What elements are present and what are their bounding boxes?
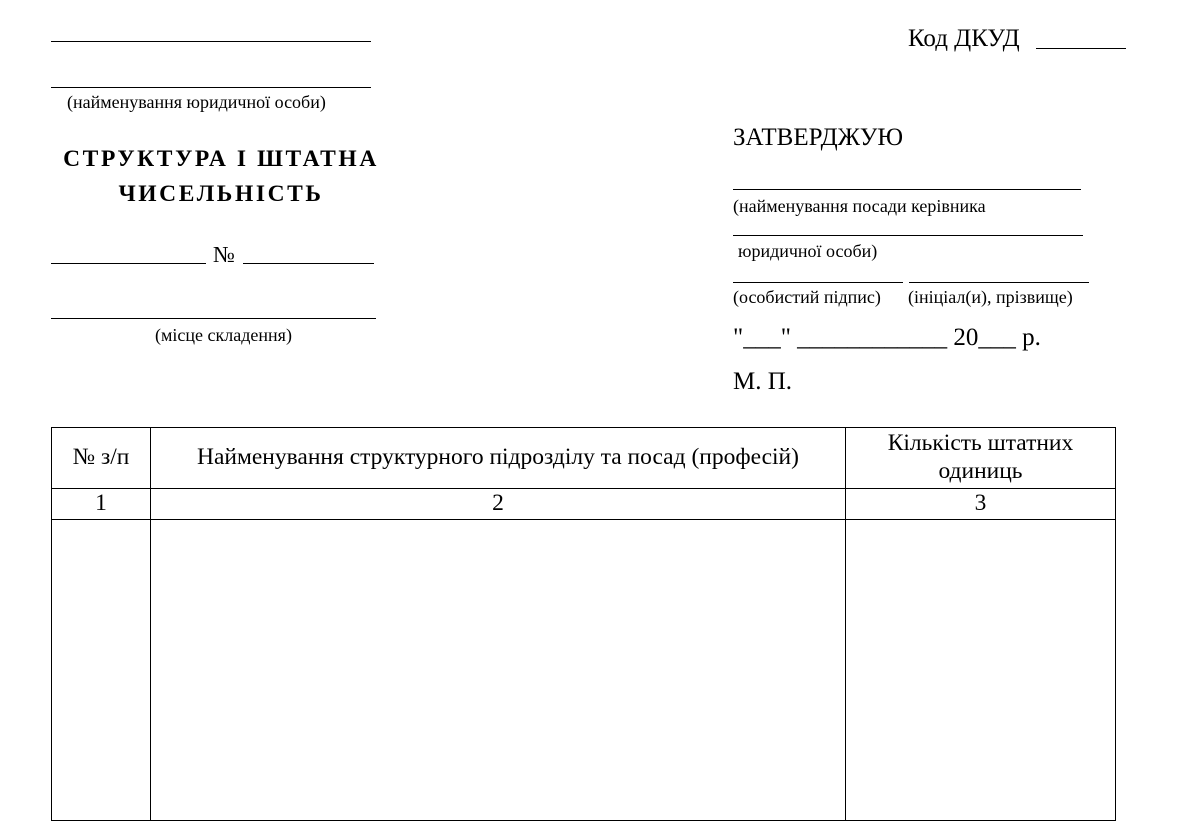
document-title-line-2: ЧИСЕЛЬНІСТЬ xyxy=(118,181,324,207)
column-header-number: № з/п xyxy=(52,428,151,489)
document-title-line-1: СТРУКТУРА І ШТАТНА xyxy=(63,146,379,172)
legal-entity-line-2[interactable] xyxy=(51,87,371,88)
row-number-cell[interactable] xyxy=(52,520,151,821)
name-caption: (ініціал(и), прізвище) xyxy=(908,287,1073,307)
number-sign: № xyxy=(213,242,235,267)
dkud-label: Код ДКУД xyxy=(908,25,1020,52)
table-row xyxy=(52,520,1116,821)
column-number-2: 2 xyxy=(151,489,846,520)
head-position-line-2[interactable] xyxy=(733,235,1083,236)
approval-date: "___" ____________ 20___ р. xyxy=(733,324,1041,351)
column-header-unit-name: Найменування структурного підрозділу та посад (професій) xyxy=(151,428,846,489)
name-line[interactable] xyxy=(909,282,1089,283)
staff-structure-table xyxy=(51,427,1116,821)
seal-placeholder: М. П. xyxy=(733,368,793,395)
table-header-row xyxy=(52,428,1116,489)
head-position-caption: (найменування посади керівника xyxy=(733,196,986,216)
column-number-row xyxy=(52,489,1116,520)
column-header-staff-count: Кількість штатних одиниць xyxy=(846,428,1116,489)
place-line[interactable] xyxy=(51,318,376,319)
document-number-line[interactable] xyxy=(243,263,374,264)
row-staff-count-cell[interactable] xyxy=(846,520,1116,821)
place-caption: (місце складення) xyxy=(155,325,292,345)
dkud-field-line[interactable] xyxy=(1036,48,1126,49)
approval-heading: ЗАТВЕРДЖУЮ xyxy=(733,124,904,151)
signature-caption: (особистий підпис) xyxy=(733,287,881,307)
document-date-line[interactable] xyxy=(51,263,206,264)
legal-entity-line-1[interactable] xyxy=(51,41,371,42)
legal-entity-caption: (найменування юридичної особи) xyxy=(67,92,326,112)
row-unit-name-cell[interactable] xyxy=(151,520,846,821)
signature-line[interactable] xyxy=(733,282,903,283)
head-legal-entity-caption: юридичної особи) xyxy=(738,241,878,261)
column-number-3: 3 xyxy=(846,489,1116,520)
column-number-1: 1 xyxy=(52,489,151,520)
head-position-line[interactable] xyxy=(733,189,1081,190)
